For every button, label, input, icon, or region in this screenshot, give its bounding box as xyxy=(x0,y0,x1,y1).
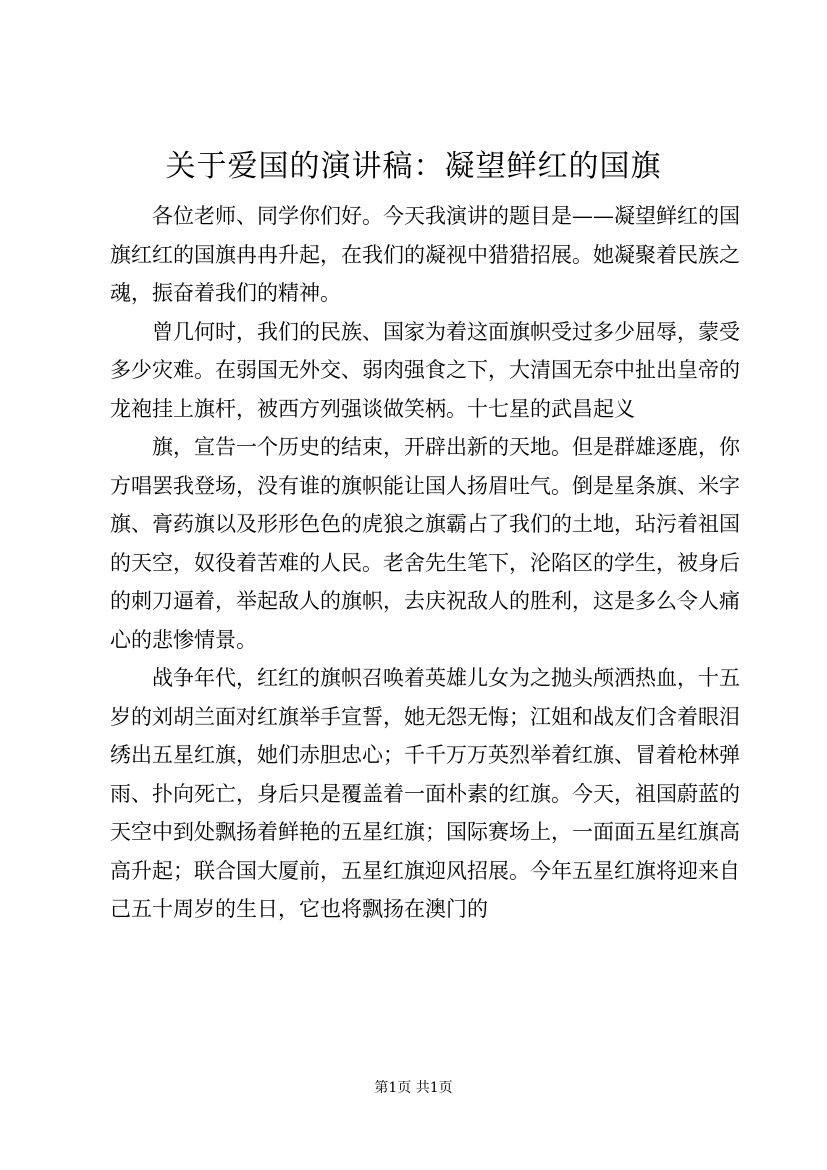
paragraph-4: 战争年代，红红的旗帜召唤着英雄儿女为之抛头颅洒热血，十五岁的刘胡兰面对红旗举手宣誓，她无怨无悔；江姐和战友们含着眼泪绣出五星红旗，她们赤胆忠心；千千万万英烈举着红旗、冒着枪林弹雨、扑向死亡，身后只是覆盖着一面朴素的红旗。今天，祖国蔚蓝的天空中到处飘扬着鲜艳的五星红旗；国际赛场上，一面面五星红旗高高升起；联合国大厦前，五星红旗迎风招展。今年五星红旗将迎来自己五十周岁的生日，它也将飘扬在澳门的 xyxy=(110,666,740,921)
document-title: 关于爱国的演讲稿：凝望鲜红的国旗 xyxy=(165,149,662,184)
paragraph-1: 各位老师、同学你们好。今天我演讲的题目是——凝望鲜红的国旗红红的国旗冉冉升起，在我们的凝视中猎猎招展。她凝聚着民族之魂，振奋着我们的精神。 xyxy=(110,204,740,305)
paragraph-2: 曾几何时，我们的民族、国家为着这面旗帜受过多少屈辱，蒙受多少灾难。在弱国无外交、弱肉强食之下，大清国无奈中扯出皇帝的龙袍挂上旗杆，被西方列强谈做笑柄。十七星的武昌起义 xyxy=(110,319,740,421)
page-footer: 第1页 共1页 xyxy=(374,1080,453,1096)
document-body xyxy=(110,197,740,929)
paragraph-3: 旗，宣告一个历史的结束，开辟出新的天地。但是群雄逐鹿，你方唱罢我登场，没有谁的旗帜能让国人扬眉吐气。倒是星条旗、米字旗、膏药旗以及形形色色的虎狼之旗霸占了我们的土地，玷污着祖国的天空，奴役着苦难的人民。老舍先生笔下，沦陷区的学生，被身后的刺刀逼着，举起敌人的旗帜，去庆祝敌人的胜利，这是多么令人痛心的悲惨情景。 xyxy=(110,435,740,652)
